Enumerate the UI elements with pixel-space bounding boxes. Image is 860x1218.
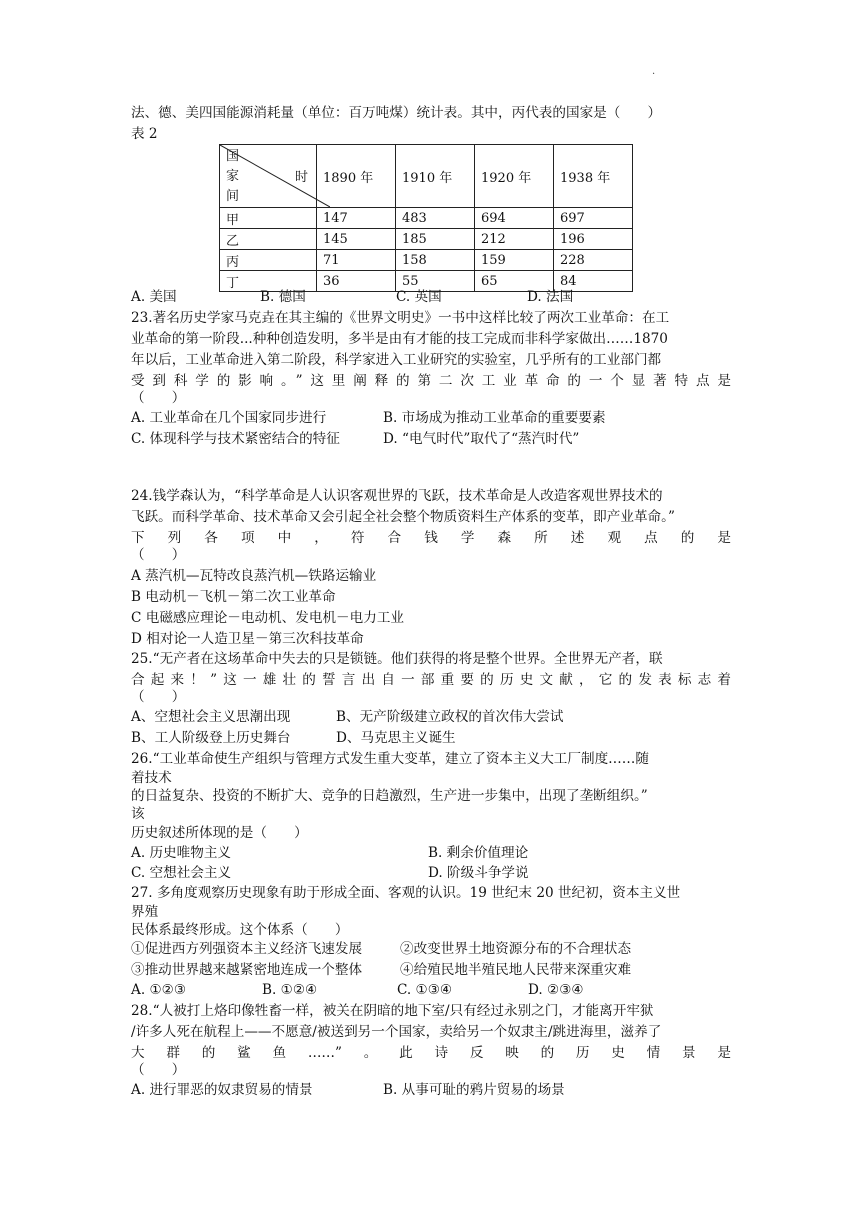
q22-stem: 法、德、美四国能源消耗量（单位：百万吨煤）统计表。其中，丙代表的国家是（ ） [131, 105, 662, 121]
table-cell: 228 [554, 250, 633, 271]
q26-line: 的日益复杂、投资的不断扩大、竞争的日趋激烈，生产进一步集中，出现了垄断组织。” [131, 788, 648, 804]
q27-line: 27. 多角度观察历史现象有助于形成全面、客观的认识。19 世纪末 20 世纪初，资本主义世 [131, 885, 681, 901]
table-row [220, 208, 633, 229]
table-cell: 694 [475, 208, 554, 229]
row-label: 丙 [220, 250, 317, 271]
q23-option-d: D. “电气时代”取代了“蒸汽时代” [383, 431, 580, 447]
q25-option-a: A、空想社会主义思潮出现 [131, 709, 291, 725]
q22-option-a: A. 美国 [131, 289, 177, 305]
q27-option-a: A. ①②③ [131, 982, 187, 998]
q23-line: 年以后，工业革命进入第二阶段，科学家进入工业研究的实验室，几乎所有的工业部门都 [131, 352, 662, 368]
q26-option-d: D. 阶级斗争学说 [428, 865, 529, 881]
q23-line: 23.著名历史学家马克垚在其主编的《世界文明史》一书中这样比较了两次工业革命：在工 [131, 310, 670, 326]
q23-line: 受到科学的影响。”这里阐释的第二次工业革命的一个显著特点是 [131, 373, 731, 389]
year-header: 1910 年 [396, 145, 475, 208]
page-mark: . [652, 66, 656, 77]
q27-line: 界殖 [131, 904, 159, 920]
q26-line: 历史叙述所体现的是（ ） [131, 825, 308, 841]
table-cell: 84 [554, 271, 633, 292]
q24-option-b: B 电动机－飞机－第二次工业革命 [131, 589, 336, 605]
table-cell: 483 [396, 208, 475, 229]
year-header: 1920 年 [475, 145, 554, 208]
table-cell: 212 [475, 229, 554, 250]
q26-option-a: A. 历史唯物主义 [131, 845, 232, 861]
q25-line: 25.“无产者在这场革命中失去的只是锁链。他们获得的将是整个世界。全世界无产者，联 [131, 651, 663, 667]
q28-option-b: B. 从事可耻的鸦片贸易的场景 [383, 1082, 565, 1098]
q24-option-c: C 电磁感应理论－电动机、发电机－电力工业 [131, 610, 405, 626]
q28-line: 大群的鲨鱼……”。此诗反映的历史情景是 [131, 1045, 731, 1061]
q25-option-d: D、马克思主义诞生 [336, 730, 456, 746]
q23-line: 业革命的第一阶段...种种创造发明，多半是由有才能的技工完成而非科学家做出……1870 [131, 331, 668, 347]
q23-option-b: B. 市场成为推动工业革命的重要要素 [383, 410, 606, 426]
q22-option-b: B. 德国 [260, 289, 306, 305]
energy-table [219, 144, 633, 292]
table-row [220, 229, 633, 250]
table-corner-cell [220, 145, 317, 208]
q25-option-b2: B、工人阶级登上历史舞台 [131, 730, 291, 746]
table-cell: 145 [317, 229, 396, 250]
q27-statement-3: ③推动世界越来越紧密地连成一个整体 [131, 962, 363, 978]
table-cell: 158 [396, 250, 475, 271]
q27-statement-2: ②改变世界土地资源分布的不合理状态 [400, 941, 632, 957]
q26-option-b: B. 剩余价值理论 [428, 845, 529, 861]
q28-option-a: A. 进行罪恶的奴隶贸易的情景 [131, 1082, 313, 1098]
table-cell: 55 [396, 271, 475, 292]
q24-blank: （ ） [131, 547, 186, 563]
table-row [220, 250, 633, 271]
q28-blank: （ ） [131, 1062, 186, 1078]
q24-option-a: A 蒸汽机—瓦特改良蒸汽机—铁路运输业 [131, 568, 377, 584]
table-cell: 196 [554, 229, 633, 250]
q24-line: 下列各项中，符合钱学森所述观点的是 [131, 530, 731, 546]
q26-line: 26.“工业革命使生产组织与管理方式发生重大变革，建立了资本主义大工厂制度……随 [131, 751, 649, 767]
q27-line: 民体系最终形成。这个体系（ ） [131, 922, 349, 938]
q26-line: 该 [131, 806, 145, 822]
q28-line: /许多人死在航程上——不愿意/被送到另一个国家，卖给另一个奴隶主/跳进海里，滋养了 [131, 1024, 662, 1040]
q27-option-d: D. ②③④ [528, 982, 584, 998]
q26-option-c: C. 空想社会主义 [131, 865, 232, 881]
year-header: 1890 年 [317, 145, 396, 208]
corner-label-time: 时 [294, 170, 308, 185]
q27-statement-1: ①促进西方列强资本主义经济飞速发展 [131, 941, 363, 957]
row-label: 乙 [220, 229, 317, 250]
q22-option-d: D. 法国 [527, 289, 574, 305]
table-cell: 697 [554, 208, 633, 229]
year-header: 1938 年 [554, 145, 633, 208]
q23-option-c: C. 体现科学与技术紧密结合的特征 [131, 431, 340, 447]
table-cell: 147 [317, 208, 396, 229]
q24-line: 飞跃。而科学革命、技术革命又会引起全社会整个物质资料生产体系的变革，即产业革命。” [131, 509, 675, 525]
row-label: 丁 [220, 271, 317, 292]
q27-option-c: C. ①③④ [397, 982, 453, 998]
table-cell: 159 [475, 250, 554, 271]
table-caption: 表 2 [131, 126, 158, 142]
row-label: 甲 [220, 208, 317, 229]
q27-option-b: B. ①②④ [262, 982, 318, 998]
q28-line: 28.“人被打上烙印像牲畜一样，被关在阴暗的地下室/只有经过永别之门，才能离开牢狱 [131, 1003, 654, 1019]
table-cell: 65 [475, 271, 554, 292]
table-cell: 36 [317, 271, 396, 292]
q25-option-b: B、无产阶级建立政权的首次伟大尝试 [336, 709, 564, 725]
q22-option-c: C. 英国 [396, 289, 442, 305]
q27-statement-4: ④给殖民地半殖民地人民带来深重灾难 [400, 962, 632, 978]
q24-line: 24.钱学森认为，“科学革命是人认识客观世界的飞跃，技术革命是人改造客观世界技术的 [131, 488, 663, 504]
q25-blank: （ ） [131, 689, 186, 705]
table-cell: 71 [317, 250, 396, 271]
q26-line: 着技术 [131, 770, 172, 786]
corner-label-country: 国 家 间 [226, 149, 240, 204]
q23-blank: （ ） [131, 390, 186, 406]
table-cell: 185 [396, 229, 475, 250]
q23-option-a: A. 工业革命在几个国家同步进行 [131, 410, 327, 426]
q25-line: 合起来！”这一雄壮的誓言出自一部重要的历史文献，它的发表标志着 [131, 672, 731, 688]
q24-option-d: D 相对论一人造卫星－第三次科技革命 [131, 631, 364, 647]
